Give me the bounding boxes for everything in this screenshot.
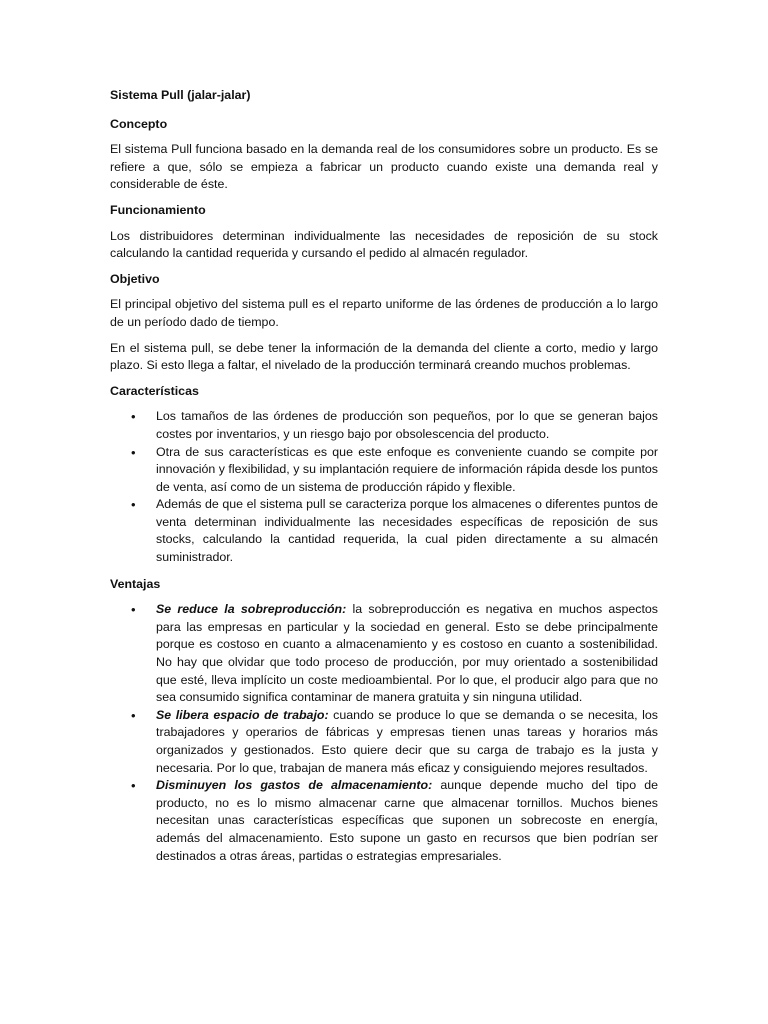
list-item-text: Los tamaños de las órdenes de producción son pequeños, por lo que se generan bajos costes por inventarios, y un riesgo bajo por obsolescencia del producto.	[156, 409, 658, 441]
section-heading-caracteristicas: Características	[110, 383, 199, 398]
list-item	[110, 444, 658, 497]
list-item-text: Además de que el sistema pull se caracteriza porque los almacenes o diferentes puntos de venta determinan individualmente las necesidades específicas de reposición de sus stocks, calculando la cantidad requerida, la cual piden directamente a su almacén suministrador.	[156, 497, 658, 565]
list-item	[110, 707, 658, 777]
list-item-text: Otra de sus características es que este enfoque es conveniente cuando se compite por innovación y flexibilidad, y su implantación requiere de información rápida desde los puntos de venta, así como de un sistema de producción rápido y flexible.	[156, 444, 658, 494]
bullet-icon: •	[131, 409, 136, 425]
list-item-lead: Se libera espacio de trabajo:	[156, 707, 329, 722]
list-item-lead: Se reduce la sobreproducción:	[156, 602, 347, 617]
section-heading-objetivo: Objetivo	[110, 271, 160, 286]
bullet-icon: •	[131, 778, 136, 794]
list-item	[110, 408, 658, 443]
document-page	[110, 87, 658, 874]
bullet-icon: •	[131, 602, 136, 618]
document-title: Sistema Pull (jalar-jalar)	[110, 88, 251, 102]
list-item	[110, 601, 658, 707]
bullet-icon: •	[131, 707, 136, 723]
concepto-paragraph: El sistema Pull funciona basado en la demanda real de los consumidores sobre un producto. Es se refiere a que, sólo se empieza a fabricar un producto cuando existe una demanda real y considerable de éste.	[110, 142, 658, 192]
section-heading-ventajas: Ventajas	[110, 576, 161, 591]
section-heading-concepto: Concepto	[110, 116, 168, 131]
list-item	[110, 777, 658, 865]
objetivo-paragraph: En el sistema pull, se debe tener la información de la demanda del cliente a corto, medio y largo plazo. Si esto llega a faltar, el nivelado de la producción terminará creando muchos problemas.	[110, 340, 658, 373]
list-item-lead: Disminuyen los gastos de almacenamiento:	[156, 778, 433, 793]
ventajas-list	[110, 601, 658, 865]
objetivo-paragraph: El principal objetivo del sistema pull es el reparto uniforme de las órdenes de producción a lo largo de un período dado de tiempo.	[110, 297, 658, 329]
list-item-text: la sobreproducción es negativa en muchos aspectos para las empresas en particular y la sociedad en general. Esto se debe principalmente porque es costoso en cuanto a almacenamiento y es costoso en cuanto a sostenibilidad. No hay que olvidar que todo proceso de producción, por muy orientado a sostenibilidad que esté, lleva implícito un coste medioambiental. Por lo que, el producir algo para que no sea consumido significa contaminar de manera gratuita y sin ninguna utilidad.	[156, 602, 658, 705]
list-item	[110, 496, 658, 566]
bullet-icon: •	[131, 444, 136, 460]
funcionamiento-paragraph: Los distribuidores determinan individualmente las necesidades de reposición de su stock calculando la cantidad requerida y cursando el pedido al almacén regulador.	[110, 228, 658, 261]
section-heading-funcionamiento: Funcionamiento	[110, 202, 206, 217]
list-item-text: cuando se produce lo que se demanda o se necesita, los trabajadores y operarios de fábricas y empresas tienen unas tareas y horarios más organizados y gestionados. Esto quiere decir que su carga de trabajo es la justa y necesaria. Por lo que, trabajan de manera más eficaz y consiguiendo mejores resultados.	[156, 707, 658, 775]
list-item-text: aunque depende mucho del tipo de producto, no es lo mismo almacenar carne que almacenar tornillos. Muchos bienes necesitan unas características específicas que suponen un sobrecoste en energía, además del almacenamiento. Esto supone un gasto en recursos que bien podrían ser destinados a otras áreas, partidas o estrategias empresariales.	[156, 778, 658, 863]
bullet-icon: •	[131, 497, 136, 513]
caracteristicas-list	[110, 408, 658, 566]
